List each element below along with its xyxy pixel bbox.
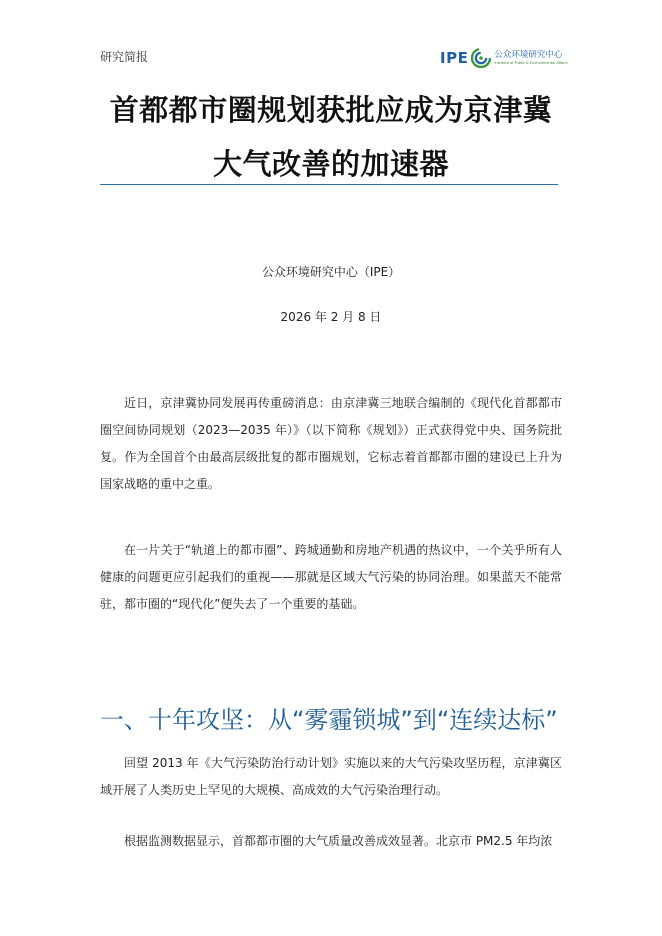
section-heading-1: 一、十年攻坚：从“雾霾锁城”到“连续达标”	[100, 706, 558, 734]
ipe-logo	[440, 48, 568, 68]
title-divider	[100, 184, 558, 185]
paragraph-review: 回望 2013 年《大气污染防治行动计划》实施以来的大气污染攻坚历程，京津冀区域开展了人类历史上罕见的大规模、高成效的大气污染治理行动。	[100, 756, 562, 797]
page-title-line-2: 大气改善的加速器	[212, 147, 449, 181]
page-title-line-1: 首都都市圈规划获批应成为京津冀	[109, 93, 553, 127]
paragraph-intro: 近日，京津冀协同发展再传重磅消息：由京津冀三地联合编制的《现代化首都都市圈空间协同规划（2023—2035 年）》（以下简称《规划》）正式获得党中央、国务院批复。作为全国首个由最高层级批复的都市圈规划，它标志着首都都市圈的建设已上升为国家战略的重中之重。	[100, 396, 562, 491]
paragraph-context: 在一片关于“轨道上的都市圈”、跨城通勤和房地产机遇的热议中，一个关乎所有人健康的问题更应引起我们的重视——那就是区域大气污染的协同治理。如果蓝天不能常驻，都市圈的“现代化”便失去了一个重要的基础。	[100, 543, 562, 611]
publish-date: 2026 年 2 月 8 日	[280, 310, 382, 324]
ipe-emblem-icon	[471, 48, 491, 68]
doc-type-label: 研究简报	[100, 50, 149, 64]
logo-name-en: Institute of Public & Environmental Affairs	[494, 60, 568, 65]
logo-abbr: IPE	[440, 49, 469, 67]
author-org: 公众环境研究中心（IPE）	[261, 265, 401, 279]
logo-name-cn: 公众环境研究中心	[494, 50, 563, 60]
paragraph-data: 根据监测数据显示，首都都市圈的大气质量改善成效显著。北京市 PM2.5 年均浓	[124, 834, 553, 848]
